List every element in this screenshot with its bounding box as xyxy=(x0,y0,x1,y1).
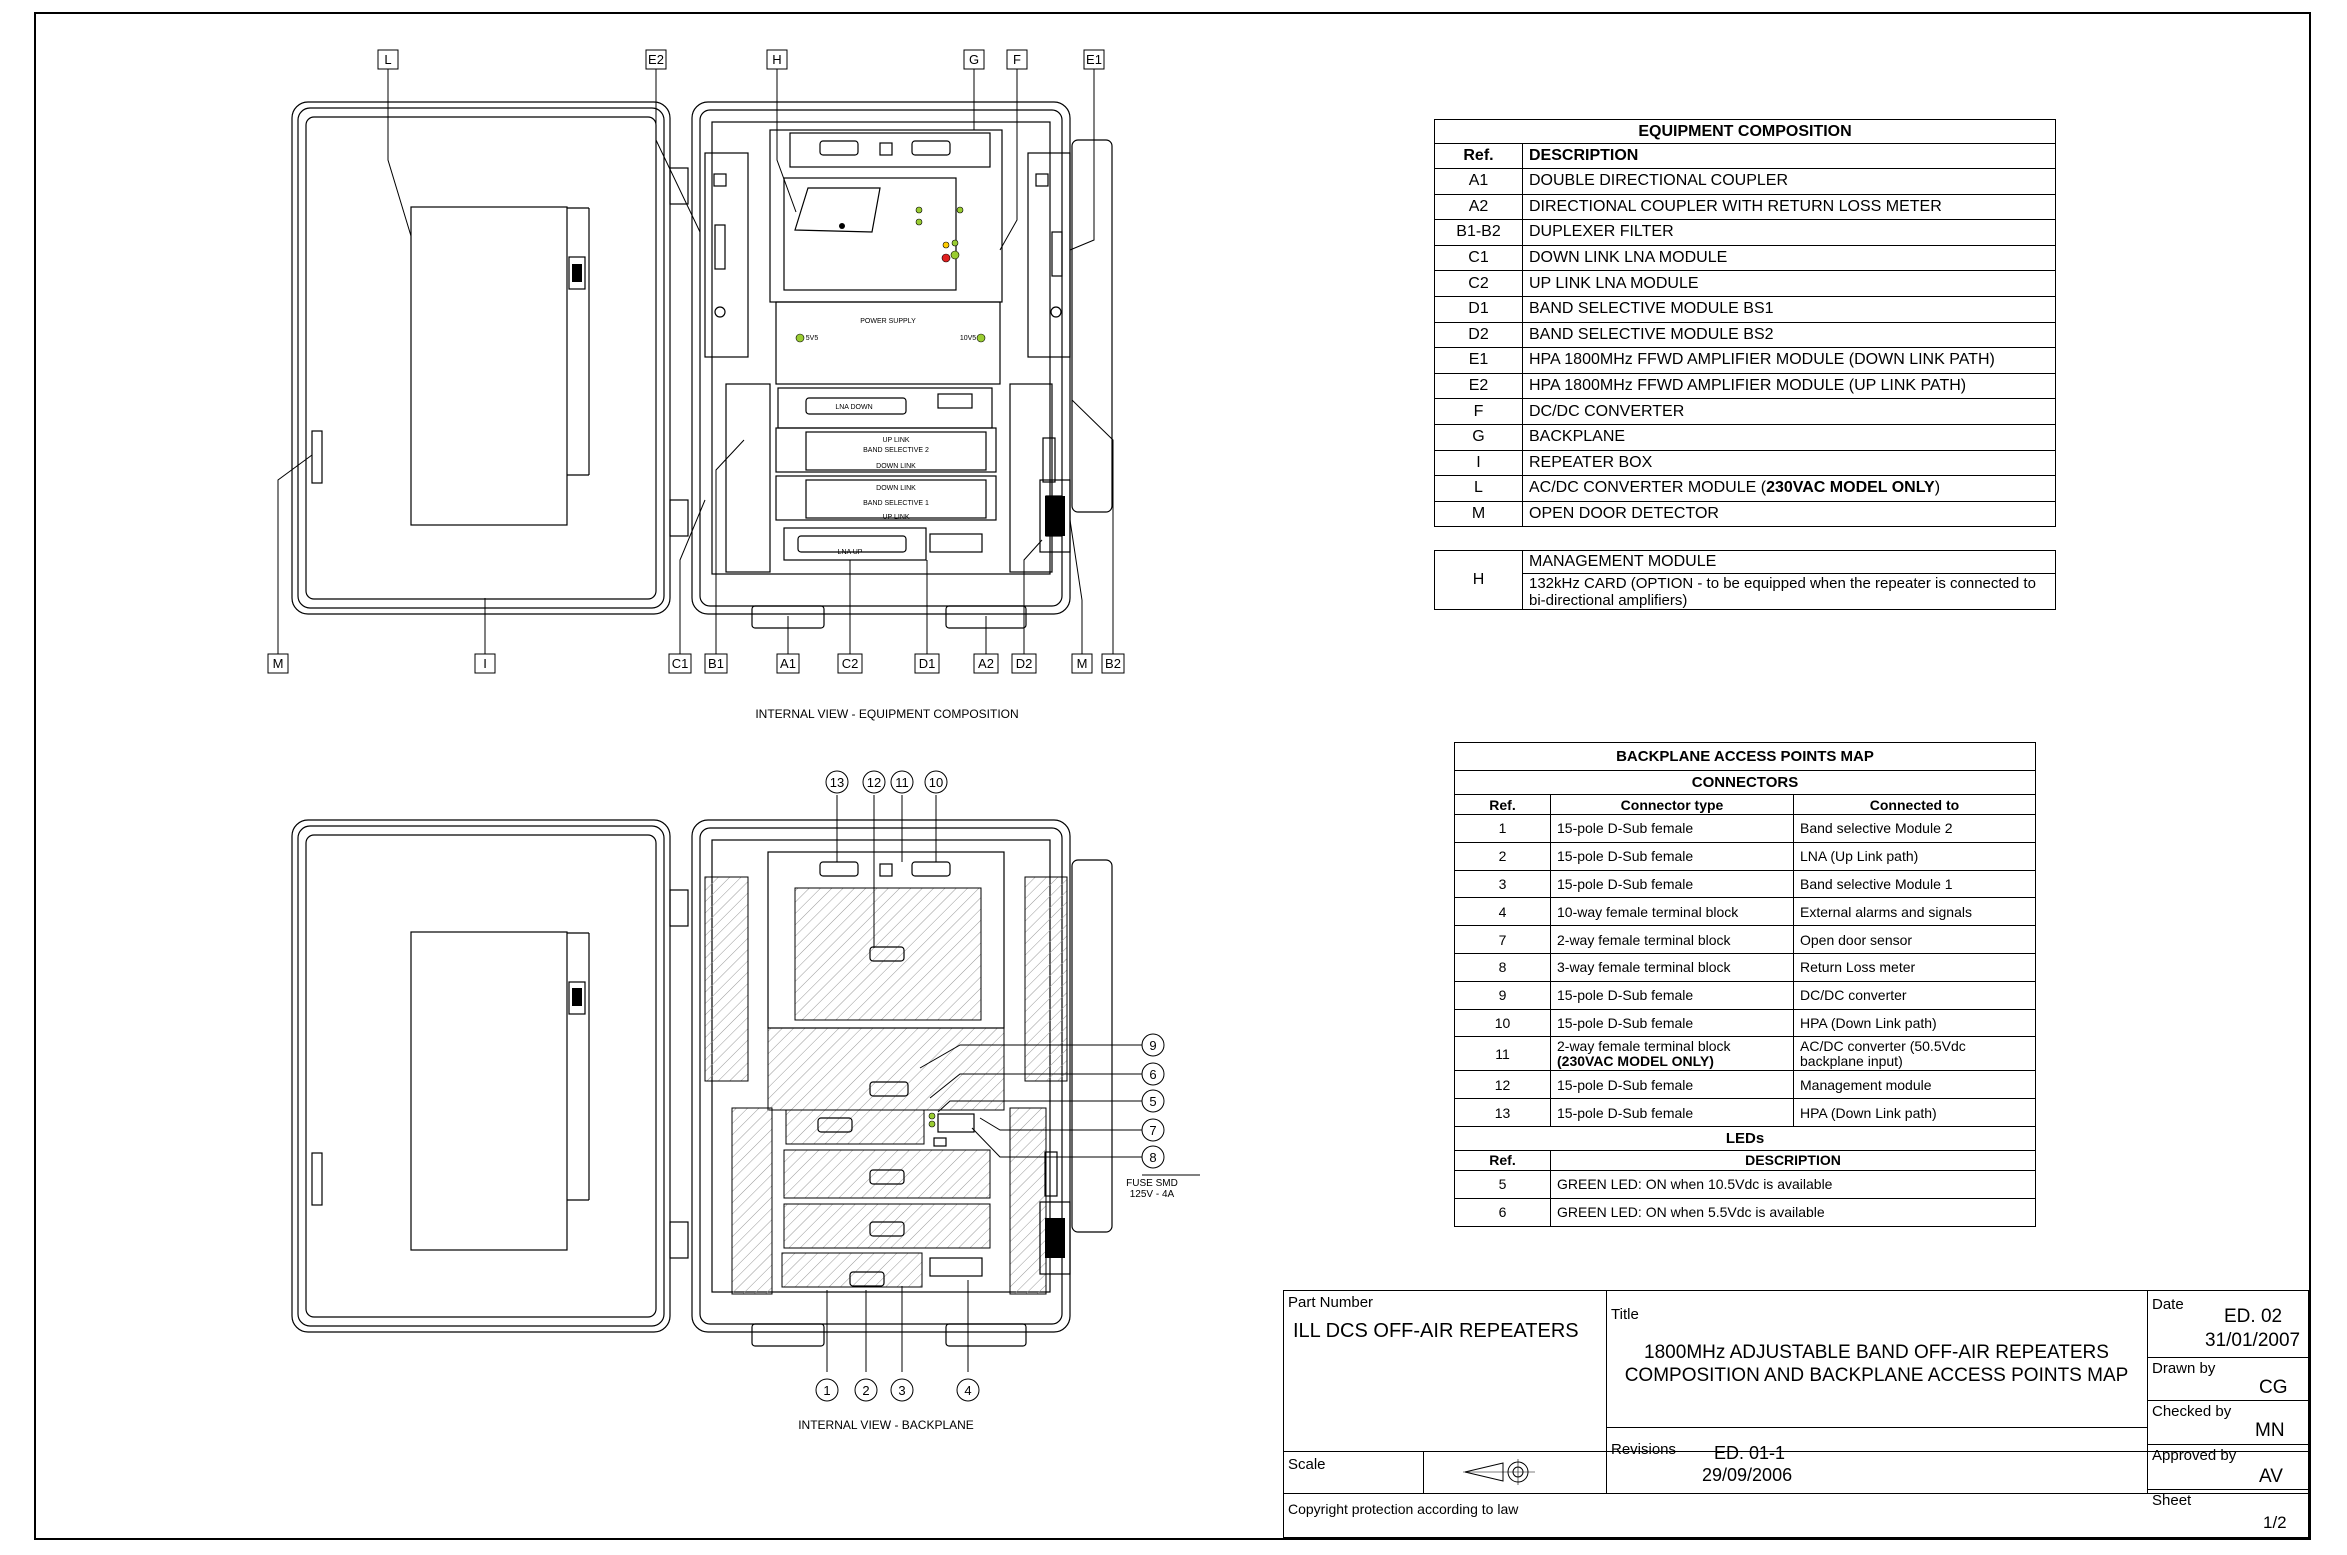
equipment-table-title: EQUIPMENT COMPOSITION xyxy=(1435,120,2056,144)
table-row: 8 3-way female terminal block Return Loss meter xyxy=(1455,953,2036,981)
table-row: 6 GREEN LED: ON when 5.5Vdc is available xyxy=(1455,1198,2036,1226)
svg-text:DOWN LINK: DOWN LINK xyxy=(876,485,916,492)
drawing-title-line2: COMPOSITION AND BACKPLANE ACCESS POINTS MAP xyxy=(1624,1365,2129,1386)
table-row: 3 15-pole D-Sub female Band selective Module 1 xyxy=(1455,870,2036,898)
checked-by: MN xyxy=(2255,1420,2285,1441)
label-A2: A2 xyxy=(978,656,994,671)
callout-7: 7 xyxy=(1149,1123,1157,1138)
table-row: 7 2-way female terminal block Open door sensor xyxy=(1455,926,2036,954)
part-number-cell: Part Number ILL DCS OFF-AIR REPEATERS xyxy=(1283,1290,1607,1451)
label-L: L xyxy=(384,52,392,67)
table-row: 4 10-way female terminal block External alarms and signals xyxy=(1455,898,2036,926)
label-H: H xyxy=(772,52,782,67)
lna-down-label: LNA DOWN xyxy=(835,404,873,411)
callout-10: 10 xyxy=(928,775,944,790)
callout-13: 13 xyxy=(829,775,845,790)
label-D2: D2 xyxy=(1015,656,1033,671)
edition: ED. 02 xyxy=(2224,1306,2283,1327)
label-B2: B2 xyxy=(1105,656,1121,671)
callout-8: 8 xyxy=(1149,1150,1157,1165)
table-row: C2 UP LINK LNA MODULE xyxy=(1435,271,2056,297)
label-A1: A1 xyxy=(780,656,796,671)
table-row: A1 DOUBLE DIRECTIONAL COUPLER xyxy=(1435,169,2056,195)
table-row: 2 15-pole D-Sub female LNA (Up Link path) xyxy=(1455,842,2036,870)
callout-6: 6 xyxy=(1149,1067,1157,1082)
svg-text:5V5: 5V5 xyxy=(805,335,819,342)
table-row: 9 15-pole D-Sub female DC/DC converter xyxy=(1455,981,2036,1009)
table-row: D1 BAND SELECTIVE MODULE BS1 xyxy=(1435,296,2056,322)
callout-4: 4 xyxy=(964,1383,972,1398)
label-G: G xyxy=(968,52,980,67)
bottom-view-caption: INTERNAL VIEW - BACKPLANE xyxy=(798,1418,974,1432)
table-row: M OPEN DOOR DETECTOR xyxy=(1435,501,2056,527)
table-row: G BACKPLANE xyxy=(1435,424,2056,450)
approved-by: AV xyxy=(2259,1466,2283,1487)
management-module-table: H MANAGEMENT MODULE 132kHz CARD (OPTION - to be equipped when the repeater is connected to bi-directional amplifiers) xyxy=(1434,550,2056,610)
top-view-caption: INTERNAL VIEW - EQUIPMENT COMPOSITION xyxy=(755,707,1019,721)
title-cell: Title 1800MHz ADJUSTABLE BAND OFF-AIR REPEATERS COMPOSITION AND BACKPLANE ACCESS POINTS MAP xyxy=(1606,1290,2148,1428)
callout-1: 1 xyxy=(823,1383,831,1398)
table-row: 12 15-pole D-Sub female Management module xyxy=(1455,1071,2036,1099)
copyright-cell: Copyright protection according to law xyxy=(1288,1501,1519,1517)
drawn-by: CG xyxy=(2259,1377,2288,1398)
label-M-right: M xyxy=(1076,656,1088,671)
drawing-title-line1: 1800MHz ADJUSTABLE BAND OFF-AIR REPEATERS xyxy=(1644,1342,2109,1363)
revision: ED. 01-1 xyxy=(1714,1443,1786,1463)
svg-text:BAND SELECTIVE 2: BAND SELECTIVE 2 xyxy=(863,447,929,454)
projection-symbol-icon xyxy=(1463,1459,1543,1485)
equipment-composition-table: EQUIPMENT COMPOSITION Ref. DESCRIPTION A1 DOUBLE DIRECTIONAL COUPLER A2 DIRECTIONAL COUPLER WITH RETURN LOSS METER B1-B2 DUPLEXER FILTER C1 DOWN LINK LNA MODULE C2 UP LINK LNA MODULE D1 BAND SELECTIVE MODULE BS1 D2 BAND SELECTIVE MODULE BS2 E1 HPA 1800MHz FFWD AMPLIFIER MODULE (DOWN LINK PATH) E2 HPA 1800MHz FFWD AMPLIFIER MODULE (UP LINK PATH) F DC/DC CONVERTER G BACKPLANE I REPEATER BOX L AC/DC CONVERTER MODULE (230VAC MODEL ONLY) M OPEN DOOR DETECTOR xyxy=(1434,119,2056,527)
table-row: C1 DOWN LINK LNA MODULE xyxy=(1435,245,2056,271)
table-row: E1 HPA 1800MHz FFWD AMPLIFIER MODULE (DOWN LINK PATH) xyxy=(1435,348,2056,374)
table-row: A2 DIRECTIONAL COUPLER WITH RETURN LOSS METER xyxy=(1435,194,2056,220)
callout-12: 12 xyxy=(866,775,882,790)
revision-info-column: Date ED. 02 31/01/2007 Drawn by CG Checked by MN Approved by AV Sheet 1/2 xyxy=(2147,1290,2309,1538)
part-number: ILL DCS OFF-AIR REPEATERS xyxy=(1293,1320,1579,1342)
callout-5: 5 xyxy=(1149,1094,1157,1109)
fuse-label-line2: 125V - 4A xyxy=(1129,1189,1175,1200)
svg-text:UP LINK: UP LINK xyxy=(882,437,910,444)
backplane-access-points-table: BACKPLANE ACCESS POINTS MAP CONNECTORS Ref. Connector type Connected to 1 15-pole D-Sub female Band selective Module 2 2 15-pole D-Sub female LNA (Up Link path) 3 15-pole D-Sub female Band selective Module 1 4 10-way female terminal block External alarms and signals 7 2-way female terminal block Open door sensor 8 3-way female terminal block Return Loss meter 9 15-pole D-Sub female DC/DC converter 10 15-pole D-Sub female HPA (Down Link path) 11 2-way female terminal block (230VAC MODEL ONLY) AC/DC converter (50.5Vdc backplane input) 12 15-pole D-Sub female Management module 13 15-pole D-Sub female HPA (Down Link path) LEDs Ref. DESCRIPTION 5 GREEN LED: ON when 10.5Vdc is available 6 GREEN LED: ON when 5.5Vdc is available xyxy=(1454,742,2036,1227)
table-row: I REPEATER BOX xyxy=(1435,450,2056,476)
lna-up-label: LNA UP xyxy=(837,549,863,556)
fuse-label-line1: FUSE SMD xyxy=(1126,1178,1178,1189)
label-D1: D1 xyxy=(918,656,936,671)
label-F: F xyxy=(1013,52,1021,67)
table-row: 10 15-pole D-Sub female HPA (Down Link path) xyxy=(1455,1009,2036,1037)
table-row: 13 15-pole D-Sub female HPA (Down Link path) xyxy=(1455,1099,2036,1127)
label-I: I xyxy=(483,656,487,671)
svg-text:BAND SELECTIVE 1: BAND SELECTIVE 1 xyxy=(863,500,929,507)
label-M-left: M xyxy=(272,656,284,671)
callout-9: 9 xyxy=(1149,1038,1157,1053)
table-row: L AC/DC CONVERTER MODULE (230VAC MODEL ONLY) xyxy=(1435,476,2056,502)
revisions-cell: Revisions ED. 01-1 29/09/2006 xyxy=(1606,1427,2148,1493)
label-E1: E1 xyxy=(1086,52,1102,67)
table-row: D2 BAND SELECTIVE MODULE BS2 xyxy=(1435,322,2056,348)
label-B1: B1 xyxy=(708,656,724,671)
date: 31/01/2007 xyxy=(2205,1330,2301,1351)
callout-11: 11 xyxy=(895,775,909,790)
table-row: 5 GREEN LED: ON when 10.5Vdc is available xyxy=(1455,1170,2036,1198)
table-row: F DC/DC CONVERTER xyxy=(1435,399,2056,425)
table-row: E2 HPA 1800MHz FFWD AMPLIFIER MODULE (UP LINK PATH) xyxy=(1435,373,2056,399)
label-C1: C1 xyxy=(671,656,689,671)
svg-text:10V5: 10V5 xyxy=(959,335,977,342)
label-E2: E2 xyxy=(648,52,664,67)
callout-3: 3 xyxy=(898,1383,906,1398)
svg-text:DOWN LINK: DOWN LINK xyxy=(876,463,916,470)
svg-text:UP LINK: UP LINK xyxy=(882,514,910,521)
callout-2: 2 xyxy=(862,1383,870,1398)
sheet-number: 1/2 xyxy=(2263,1513,2287,1532)
table-row: 11 2-way female terminal block (230VAC MODEL ONLY) AC/DC converter (50.5Vdc backplane input) xyxy=(1455,1037,2036,1071)
table-row: 1 15-pole D-Sub female Band selective Module 2 xyxy=(1455,815,2036,843)
scale-cell: Scale xyxy=(1283,1451,1607,1493)
table-row: B1-B2 DUPLEXER FILTER xyxy=(1435,220,2056,246)
revision-date: 29/09/2006 xyxy=(1702,1465,1793,1485)
label-C2: C2 xyxy=(841,656,859,671)
power-supply-label: POWER SUPPLY xyxy=(860,318,916,325)
